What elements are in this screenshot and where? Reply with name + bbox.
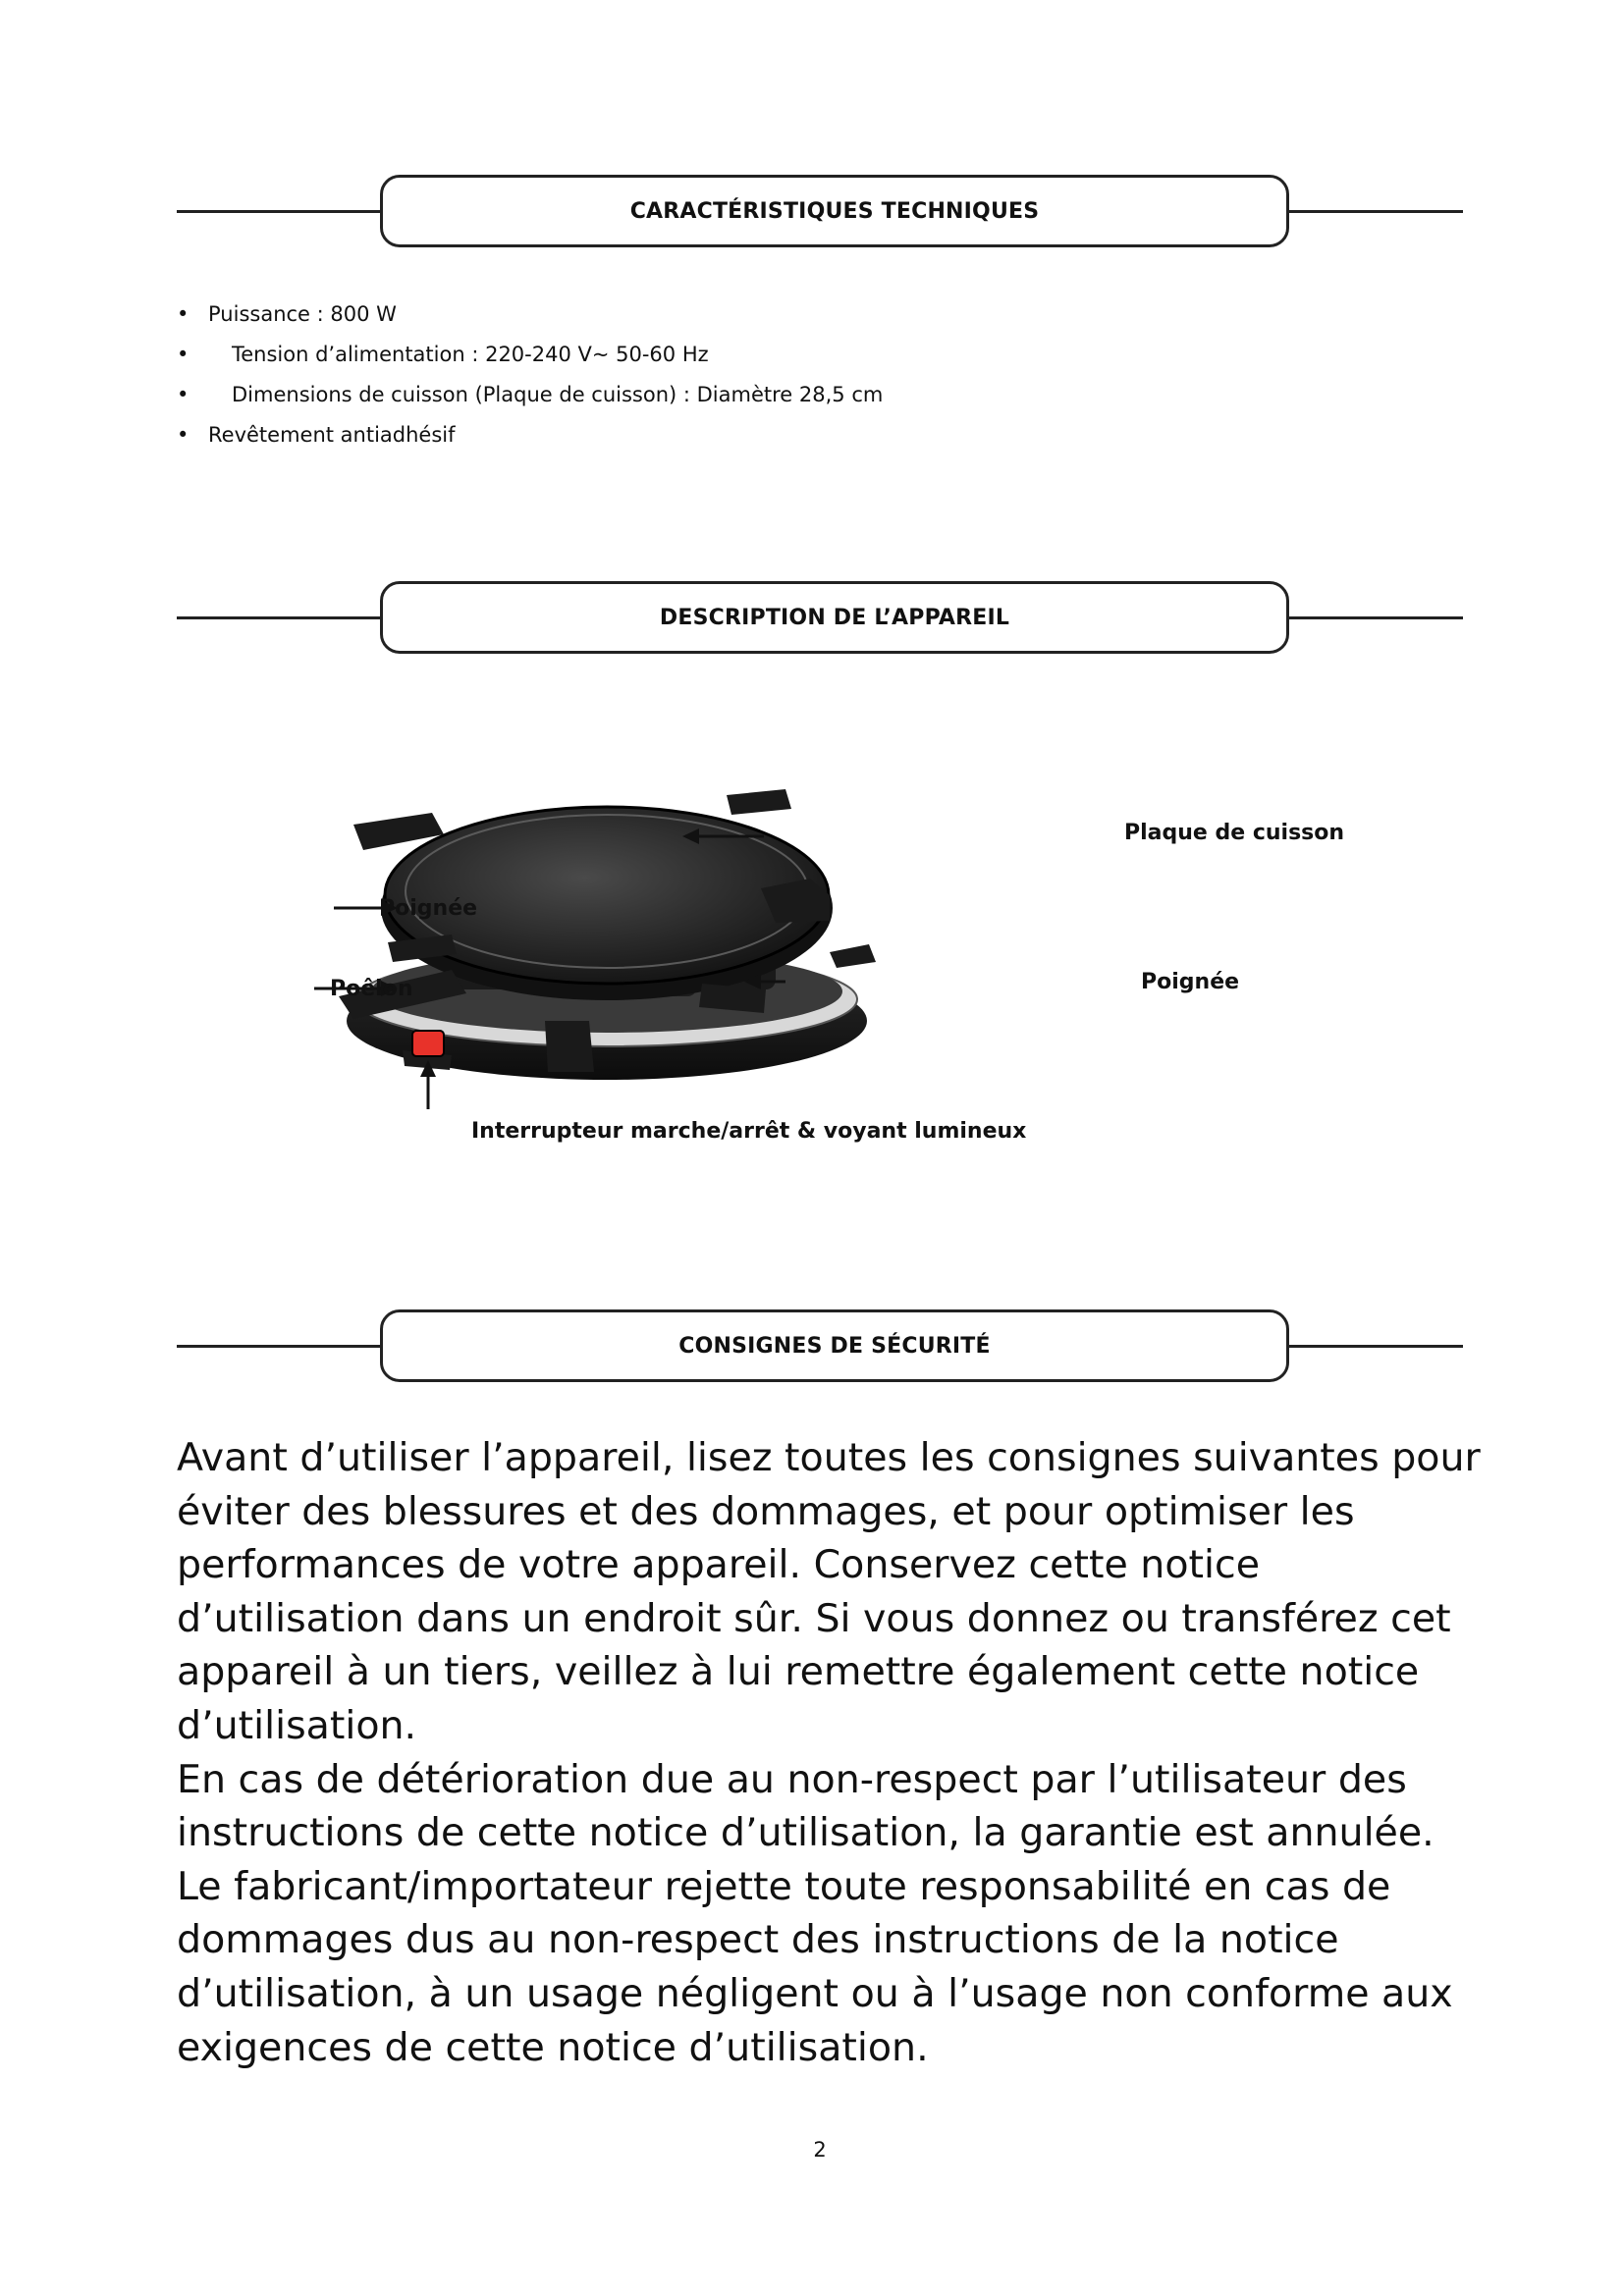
safety-paragraph-1: Avant d’utiliser l’appareil, lisez toutes les consignes suivantes pour éviter des blessures et des dommages, et pour optimiser les performances de votre appareil. Conservez cette notice d’utilisation dans un endroit sûr. Si vous donnez ou transférez cet appareil à un tiers, veillez à lui remettre également cette notice d’utilisation.	[177, 1435, 1481, 1748]
safety-paragraph-2: En cas de détérioration due au non-respect par l’utilisateur des instructions de cette notice d’utilisation, la garantie est annulée. Le fabricant/importateur rejette toute responsabilité en cas de dommages dus au non-respect des instructions de la notice d’utilisation, à un usage négligent ou à l’usage non conforme aux exigences de cette notice d’utilisation.	[177, 1756, 1453, 2070]
header-rule-left	[177, 1345, 383, 1348]
bullet: •	[177, 383, 189, 406]
spec-dimensions: Dimensions de cuisson (Plaque de cuisson) : Diamètre 28,5 cm	[232, 383, 884, 406]
safety-text	[177, 1431, 1483, 2074]
raclette-illustration	[295, 726, 1375, 1168]
page-number: 2	[813, 2138, 827, 2162]
section-header-description	[177, 579, 1463, 658]
switch-light	[412, 1031, 444, 1056]
list-item	[177, 294, 883, 335]
header-rule-right	[1286, 210, 1463, 213]
appliance-diagram	[295, 726, 1375, 1168]
label-interrupteur: Interrupteur marche/arrêt & voyant lumineux	[471, 1119, 1027, 1144]
header-rule-right	[1286, 1345, 1463, 1348]
list-item	[177, 335, 883, 375]
header-rule-left	[177, 616, 383, 619]
header-rule-left	[177, 210, 383, 213]
label-plaque: Plaque de cuisson	[1124, 821, 1345, 845]
spec-voltage: Tension d’alimentation : 220-240 V~ 50-60 Hz	[232, 343, 709, 366]
label-poignee-right: Poignée	[1141, 970, 1240, 994]
spec-power: Puissance : 800 W	[208, 302, 397, 326]
header-rule-right	[1286, 616, 1463, 619]
label-poignee-left: Poignée	[379, 896, 478, 921]
spec-coating: Revêtement antiadhésif	[208, 423, 456, 447]
bullet: •	[177, 302, 189, 326]
bullet: •	[177, 343, 189, 366]
list-item	[177, 415, 883, 455]
list-item	[177, 375, 883, 415]
description-title: DESCRIPTION DE L’APPAREIL	[380, 581, 1289, 654]
section-header-specs	[177, 173, 1463, 251]
specs-title: CARACTÉRISTIQUES TECHNIQUES	[380, 175, 1289, 247]
bullet: •	[177, 423, 189, 447]
specs-list	[177, 294, 883, 455]
label-poelon: Poêlon	[330, 977, 413, 1001]
safety-title: CONSIGNES DE SÉCURITÉ	[380, 1309, 1289, 1382]
section-header-safety	[177, 1308, 1463, 1386]
